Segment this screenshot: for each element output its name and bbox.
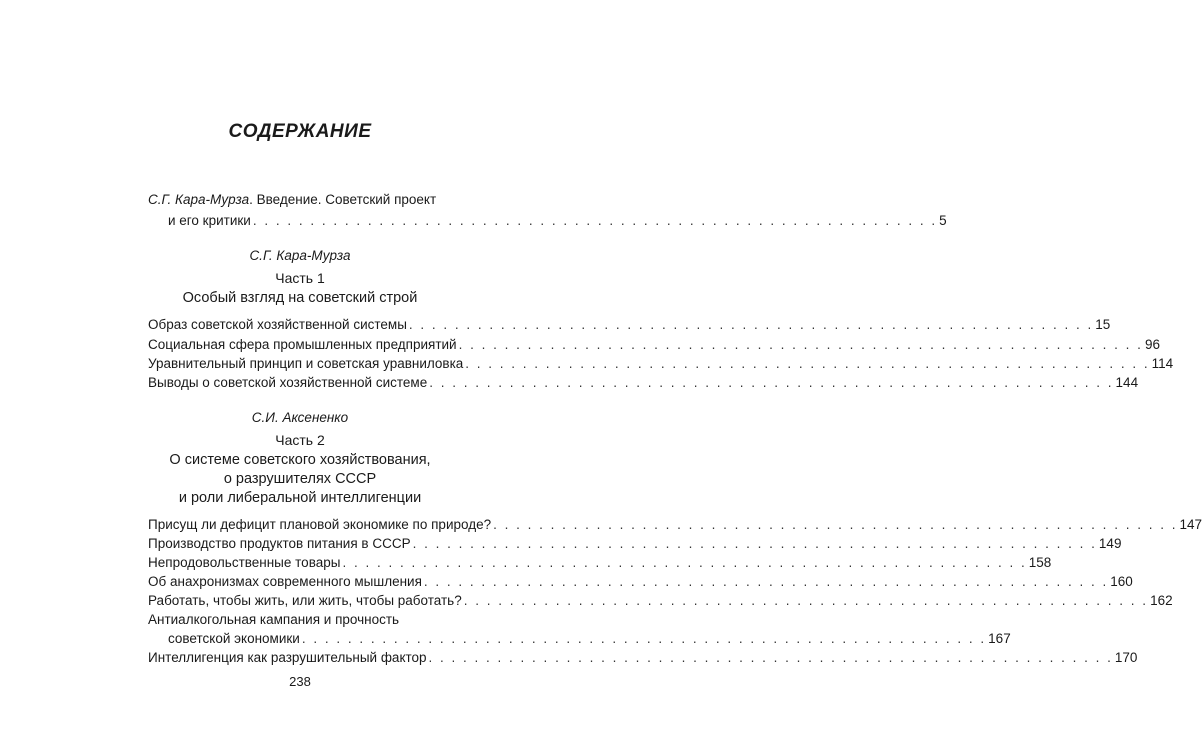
dot-leader	[429, 375, 1113, 390]
part2-title-line3: и роли либеральной интеллигенции	[178, 490, 422, 506]
part2-label: Часть 2	[275, 432, 325, 448]
toc-entry-title: Уравнительный принцип и советская уравниловка	[148, 356, 464, 371]
part2-title-line1: О системе советского хозяйствования,	[169, 452, 431, 468]
toc-intro-line1	[148, 192, 436, 207]
toc-entry-title: Выводы о советской хозяйственной системе	[148, 375, 428, 390]
dot-leader	[493, 517, 1177, 532]
part1-label: Часть 1	[275, 270, 325, 286]
page-number: 238	[289, 674, 311, 689]
toc-entry-page: 149	[1098, 536, 1122, 551]
toc-entry[interactable]	[148, 536, 1122, 554]
toc-entry-page: 160	[1110, 574, 1133, 589]
part2-author: С.И. Аксененко	[251, 410, 349, 425]
toc-entry[interactable]	[148, 375, 1139, 393]
toc-entry-page: 167	[988, 631, 1011, 646]
toc-entry-page: 144	[1115, 375, 1139, 390]
toc-entry-title: Производство продуктов питания в СССР	[148, 536, 411, 551]
toc-entry[interactable]	[148, 337, 1160, 355]
toc-entry-title: Интеллигенция как разрушительный фактор	[148, 650, 427, 665]
toc-entry[interactable]	[148, 574, 1133, 592]
toc-entry-title: Непродовольственные товары	[148, 555, 341, 570]
toc-entry-title: и его критики	[168, 213, 251, 228]
dot-leader	[424, 574, 1108, 589]
toc-entry-page: 170	[1114, 650, 1138, 665]
dot-leader	[465, 356, 1149, 371]
toc-entry[interactable]	[148, 650, 1138, 668]
toc-entry-page: 147	[1179, 517, 1202, 532]
toc-entry[interactable]	[148, 356, 1174, 374]
part1-author: С.Г. Кара-Мурза	[249, 248, 351, 263]
toc-entry[interactable]	[148, 593, 1173, 611]
toc-entry-page: 96	[1144, 337, 1160, 352]
toc-entry-page: 158	[1028, 555, 1052, 570]
toc-entry-title: Присущ ли дефицит плановой экономике по природе?	[148, 517, 492, 532]
dot-leader	[253, 213, 937, 228]
toc-intro-author: С.Г. Кара-Мурза	[148, 192, 250, 207]
toc-entry-title-line1: Антиалкогольная кампания и прочность	[148, 612, 400, 627]
dot-leader	[409, 317, 1093, 332]
toc-entry-page: 5	[939, 213, 947, 228]
dot-leader	[302, 631, 986, 646]
toc-entry-intro[interactable]	[168, 213, 947, 231]
dot-leader	[459, 337, 1143, 352]
toc-entry-title: советской экономики	[168, 631, 300, 646]
toc-entry-title: Работать, чтобы жить, или жить, чтобы работать?	[148, 593, 462, 608]
toc-entry[interactable]	[148, 317, 1111, 335]
dot-leader	[342, 555, 1026, 570]
toc-intro-title: . Введение. Советский проект	[249, 192, 437, 207]
dot-leader	[413, 536, 1097, 551]
toc-entry-page: 114	[1151, 356, 1174, 371]
contents-heading: СОДЕРЖАНИЕ	[228, 121, 372, 142]
part1-title: Особый взгляд на советский строй	[182, 290, 418, 306]
toc-entry-page: 15	[1095, 317, 1111, 332]
toc-entry[interactable]	[148, 555, 1052, 573]
toc-entry-title: Социальная сфера промышленных предприятий	[148, 337, 457, 352]
toc-entry[interactable]	[148, 517, 1202, 535]
toc-entry[interactable]	[168, 631, 1011, 649]
toc-entry-page: 162	[1150, 593, 1173, 608]
dot-leader	[464, 593, 1148, 608]
toc-entry-title: Образ советской хозяйственной системы	[148, 317, 407, 332]
part2-title-line2: о разрушителях СССР	[223, 471, 377, 487]
dot-leader	[429, 650, 1113, 665]
toc-entry-title: Об анахронизмах современного мышления	[148, 574, 422, 589]
